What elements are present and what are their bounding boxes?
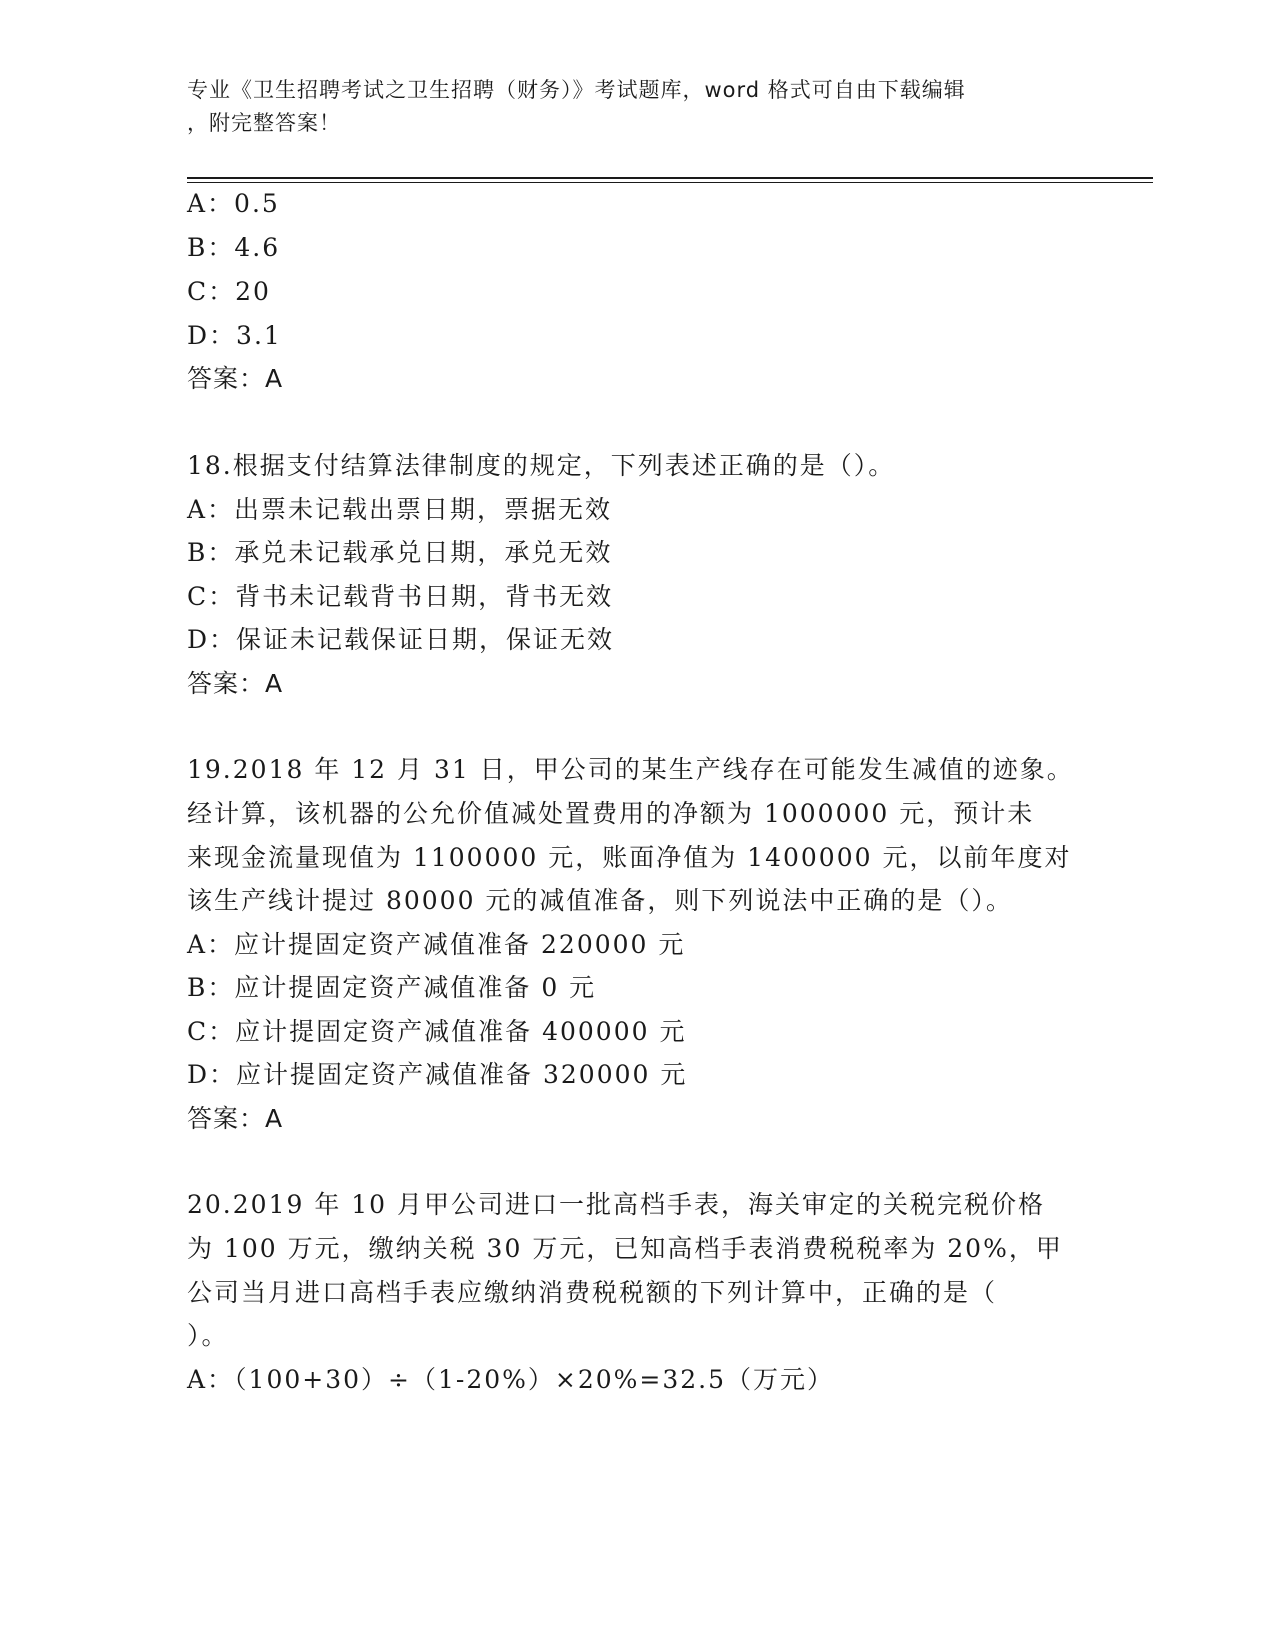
q19-stem-line-2: 经计算，该机器的公允价值减处置费用的净额为 1000000 元，预计未 — [187, 799, 1035, 828]
q19-option-a: A：应计提固定资产减值准备 220000 元 — [187, 930, 686, 959]
header-rule-thin — [187, 182, 1153, 183]
q19-stem-line-4: 该生产线计提过 80000 元的减值准备，则下列说法中正确的是（）。 — [187, 886, 1013, 915]
q17-answer: 答案：A — [187, 364, 284, 393]
q17-option-d: D：3.1 — [187, 321, 282, 350]
header-line-2: ，附完整答案！ — [187, 111, 341, 135]
q19-option-d: D：应计提固定资产减值准备 320000 元 — [187, 1060, 688, 1089]
q19-answer: 答案：A — [187, 1104, 284, 1133]
q18-stem: 18.根据支付结算法律制度的规定，下列表述正确的是（）。 — [187, 451, 896, 480]
header-rule-thick — [187, 177, 1153, 179]
q17-option-c: C：20 — [187, 277, 271, 306]
q20-stem-line-1: 20.2019 年 10 月甲公司进口一批高档手表，海关审定的关税完税价格 — [187, 1190, 1046, 1219]
q20-stem-line-4: ）。 — [187, 1321, 229, 1350]
q18-answer: 答案：A — [187, 669, 284, 698]
q17-option-a: A：0.5 — [187, 189, 280, 218]
q20-stem-line-3: 公司当月进口高档手表应缴纳消费税税额的下列计算中，正确的是（ — [187, 1278, 998, 1307]
header-text — [187, 74, 1067, 140]
q20-stem-line-2: 为 100 万元，缴纳关税 30 万元，已知高档手表消费税税率为 20%，甲 — [187, 1234, 1063, 1263]
header-line-1: 专业《卫生招聘考试之卫生招聘（财务）》考试题库，word 格式可自由下载编辑 — [187, 78, 966, 102]
q18-option-b: B：承兑未记载承兑日期，承兑无效 — [187, 538, 613, 567]
q19-option-c: C：应计提固定资产减值准备 400000 元 — [187, 1017, 687, 1046]
q19-stem-line-3: 来现金流量现值为 1100000 元，账面净值为 1400000 元，以前年度对 — [187, 843, 1072, 872]
q18-option-c: C：背书未记载背书日期，背书无效 — [187, 582, 614, 611]
q17-option-b: B：4.6 — [187, 233, 281, 262]
q20-option-a: A：（100+30）÷（1-20%）×20%=32.5（万元） — [187, 1365, 835, 1394]
q19-option-b: B：应计提固定资产减值准备 0 元 — [187, 973, 597, 1002]
q19-stem-line-1: 19.2018 年 12 月 31 日，甲公司的某生产线存在可能发生减值的迹象。 — [187, 755, 1074, 784]
q18-option-a: A：出票未记载出票日期，票据无效 — [187, 495, 613, 524]
q18-option-d: D：保证未记载保证日期，保证无效 — [187, 625, 615, 654]
